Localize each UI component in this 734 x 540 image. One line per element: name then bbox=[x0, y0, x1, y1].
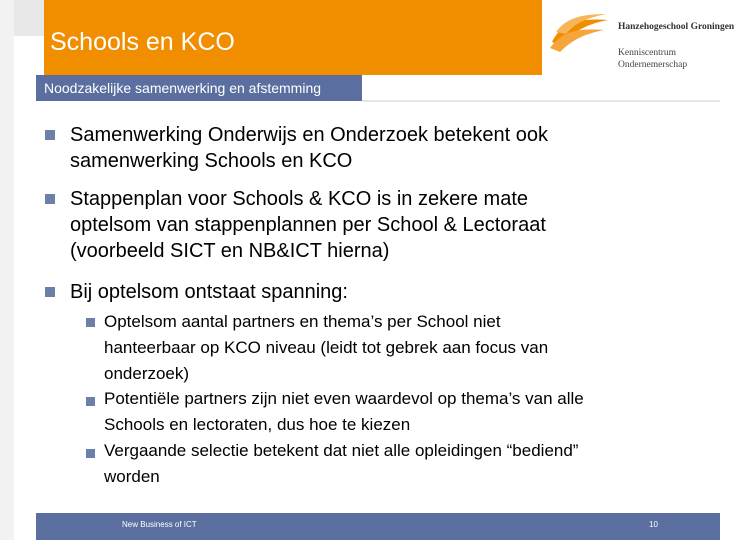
slide-subtitle: Noodzakelijke samenwerking en afstemming bbox=[44, 80, 322, 96]
sub-bullet-item-3 bbox=[104, 438, 578, 490]
page-number: 10 bbox=[649, 520, 658, 529]
slide-title: Schools en KCO bbox=[50, 28, 235, 56]
sub-bullet-text-line: worden bbox=[104, 467, 160, 486]
sub-bullet-square-icon bbox=[86, 449, 95, 458]
bullet-square-icon bbox=[45, 194, 55, 204]
hanze-logo bbox=[548, 8, 734, 82]
sub-bullet-text-line: Optelsom aantal partners en thema’s per School niet bbox=[104, 312, 501, 331]
sub-bullet-text-line: onderzoek) bbox=[104, 364, 190, 383]
logo-wave-icon bbox=[548, 12, 612, 56]
sub-bullet-square-icon bbox=[86, 318, 95, 327]
logo-sub-kenniscentrum: Kenniscentrum bbox=[618, 48, 677, 58]
bullet-text-line: Bij optelsom ontstaat spanning: bbox=[70, 281, 348, 303]
sub-bullet-square-icon bbox=[86, 397, 95, 406]
bullet-text-line: Stappenplan voor Schools & KCO is in zekere mate bbox=[70, 188, 529, 210]
bullet-text-line: Samenwerking Onderwijs en Onderzoek betekent ook bbox=[70, 124, 549, 146]
sub-bullet-text-line: Potentiële partners zijn niet even waardevol op thema’s van alle bbox=[104, 389, 584, 408]
sub-bullet-item-2 bbox=[104, 386, 584, 438]
bullet-text-line: (voorbeeld SICT en NB&ICT hierna) bbox=[70, 240, 390, 262]
bullet-item-3 bbox=[70, 279, 348, 305]
bullet-text-line: samenwerking Schools en KCO bbox=[70, 150, 353, 172]
left-decor-strip bbox=[0, 0, 14, 540]
bullet-item-1 bbox=[70, 122, 548, 174]
bullet-square-icon bbox=[45, 130, 55, 140]
sub-bullet-item-1 bbox=[104, 309, 548, 387]
logo-name: Hanzehogeschool Groningen bbox=[618, 22, 734, 32]
logo-sub-ondernemerschap: Ondernemerschap bbox=[618, 60, 688, 70]
bullet-text-line: optelsom van stappenplannen per School & Lectoraat bbox=[70, 214, 546, 236]
bullet-square-icon bbox=[45, 287, 55, 297]
bullet-item-2 bbox=[70, 186, 546, 264]
header-divider bbox=[362, 100, 720, 102]
sub-bullet-text-line: Schools en lectoraten, dus hoe te kiezen bbox=[104, 415, 411, 434]
header-decor-band bbox=[14, 0, 44, 36]
sub-bullet-text-line: hanteerbaar op KCO niveau (leidt tot gebrek aan focus van bbox=[104, 338, 549, 357]
footer-title: New Business of ICT bbox=[122, 520, 197, 529]
sub-bullet-text-line: Vergaande selectie betekent dat niet alle opleidingen “bediend” bbox=[104, 441, 579, 460]
